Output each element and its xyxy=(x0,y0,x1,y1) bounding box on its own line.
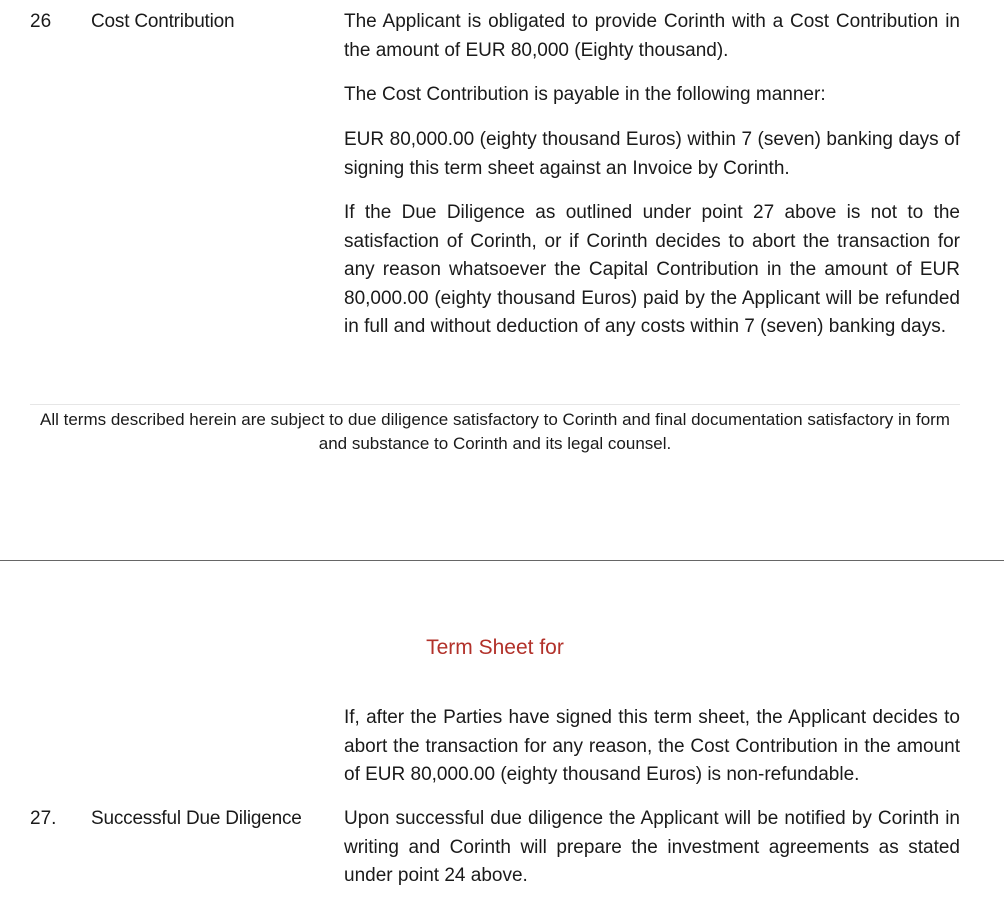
item-title: Cost Contribution xyxy=(91,11,235,32)
page-break-line xyxy=(0,560,1004,561)
page-header-title: Term Sheet for xyxy=(426,636,564,659)
due-diligence-paragraph: Upon successful due diligence the Applicant will be notified by Corinth in writing and Corinth will prepare the investment agreements as stated under point 24 above. xyxy=(344,808,960,887)
paragraph-text: If, after the Parties have signed this term sheet, the Applicant decides to abort the transaction for any reason, the Cost Contribution in the amount of xyxy=(344,707,960,786)
amount-text: EUR 80,000.00 xyxy=(344,259,960,309)
amount-text: EUR 80,000 (Eighty thousand). xyxy=(465,39,729,61)
item-number: 27. xyxy=(30,808,57,829)
cost-contribution-paragraph xyxy=(344,8,960,65)
payable-manner-paragraph: The Cost Contribution is payable in the following manner: xyxy=(344,84,826,105)
footer-divider xyxy=(30,404,960,405)
paragraph-text: If the Due Diligence as outlined under point 27 above is not to the satisfaction of Corinth, or if Corinth decides to abort the transaction for any reason whatsoever the Capital Contribution in the amount of xyxy=(344,202,960,281)
refund-paragraph xyxy=(344,199,960,342)
page-footer: All terms described herein are subject to due diligence satisfactory to Corinth and final documentation satisfactory in form and substance to Corinth and its legal counsel. xyxy=(40,410,950,453)
amount-text: EUR 80,000.00 xyxy=(344,129,475,150)
payment-terms-paragraph xyxy=(344,126,960,183)
non-refundable-paragraph xyxy=(344,704,960,790)
paragraph-text: The Applicant is obligated to provide Corinth with a Cost Contribution in the amount of xyxy=(344,11,960,61)
paragraph-text: (eighty thousand Euros) paid by the Applicant will be refunded in full and without deduction of any costs within 7 (seven) banking days. xyxy=(344,287,960,338)
amount-text: EUR 80,000.00 xyxy=(365,764,496,786)
paragraph-text: (eighty thousand Euros) is non-refundable. xyxy=(495,764,860,786)
item-title: Successful Due Diligence xyxy=(91,808,302,829)
item-number: 26 xyxy=(30,11,52,32)
paragraph-text: (eighty thousand Euros) within 7 (seven) banking days of signing this term sheet against an Invoice by Corinth. xyxy=(344,129,960,179)
